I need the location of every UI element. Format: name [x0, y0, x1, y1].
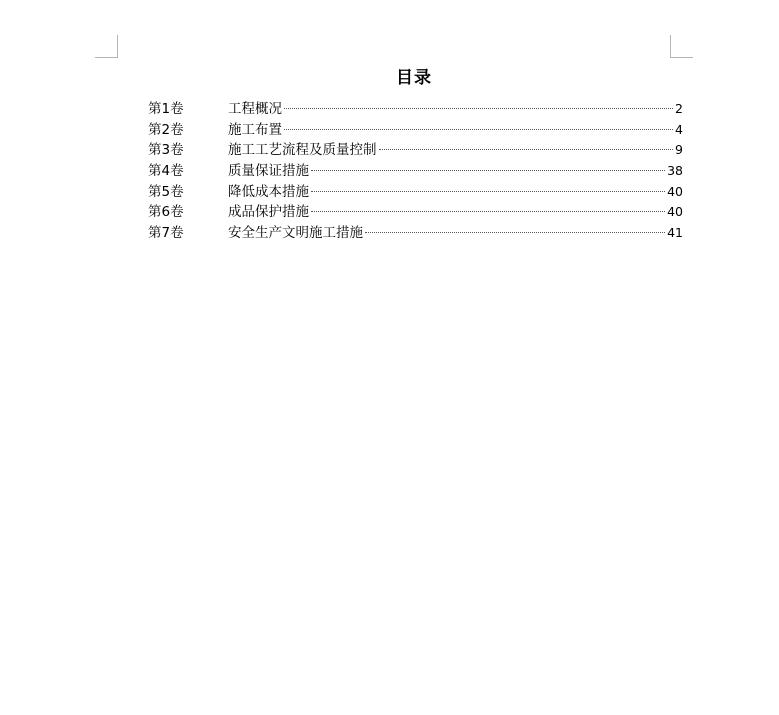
- toc-entry-name: 质量保证措施: [228, 163, 309, 180]
- toc-leader-dots: [284, 129, 673, 130]
- toc-page-number: 4: [675, 121, 683, 137]
- toc-entry[interactable]: [148, 140, 683, 161]
- toc-page-number: 38: [667, 163, 683, 179]
- toc-entry[interactable]: [148, 202, 683, 223]
- corner-mark-top-left: [95, 35, 118, 58]
- toc-leader-dots: [379, 149, 674, 150]
- toc-entry-name: 工程概况: [228, 101, 282, 117]
- toc-page-number: 41: [667, 225, 683, 241]
- toc-volume: 第5卷: [148, 183, 184, 200]
- toc-page-number: 40: [667, 183, 683, 199]
- toc-volume: 第6卷: [148, 204, 184, 221]
- toc-title: 目录: [396, 68, 432, 88]
- toc-volume: 第3卷: [148, 142, 184, 159]
- toc-leader-dots: [311, 191, 665, 192]
- toc-entry[interactable]: [148, 120, 683, 141]
- toc-entry-name: 降低成本措施: [228, 183, 309, 200]
- toc-leader-dots: [284, 108, 673, 109]
- toc-entry-name: 安全生产文明施工措施: [228, 225, 363, 242]
- toc-entry[interactable]: [148, 223, 683, 244]
- toc-entry[interactable]: [148, 99, 683, 120]
- toc-leader-dots: [365, 232, 665, 233]
- corner-mark-top-right: [670, 35, 693, 58]
- toc-volume: 第2卷: [148, 121, 184, 138]
- toc-entry-name: 施工工艺流程及质量控制: [228, 142, 377, 159]
- toc-leader-dots: [311, 211, 665, 212]
- toc-volume: 第4卷: [148, 163, 184, 180]
- toc-entry-name: 施工布置: [228, 121, 282, 138]
- toc-leader-dots: [311, 170, 665, 171]
- toc-page-number: 40: [667, 204, 683, 220]
- toc-volume: 第7卷: [148, 225, 184, 242]
- toc-page-number: 9: [675, 142, 683, 158]
- toc-entry-name: 成品保护措施: [228, 204, 309, 221]
- toc-entry[interactable]: [148, 182, 683, 203]
- toc-volume: 第1卷: [148, 101, 184, 117]
- toc-page-number: 2: [675, 101, 683, 116]
- table-of-contents: [148, 99, 683, 244]
- toc-entry[interactable]: [148, 161, 683, 182]
